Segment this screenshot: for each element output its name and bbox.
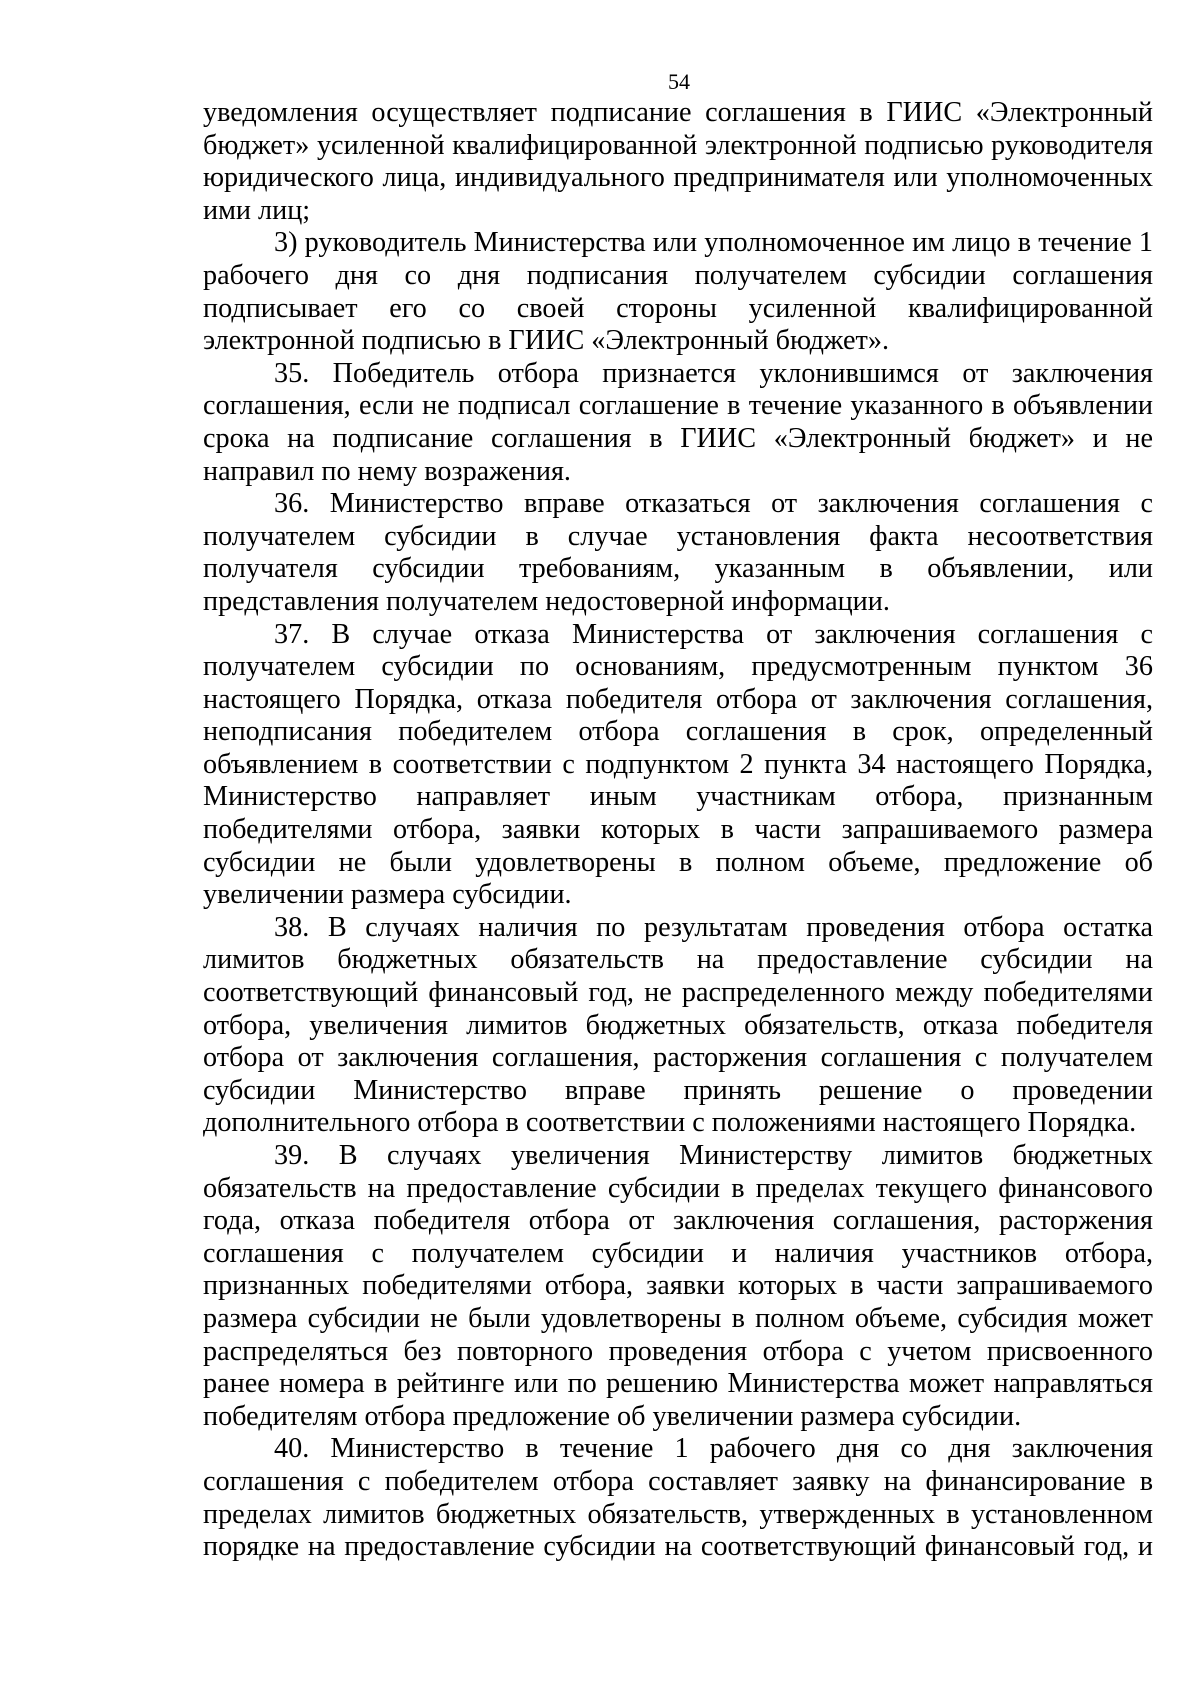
paragraph-subitem-3: 3) руководитель Министерства или уполномоченное им лицо в течение 1 рабочего дня со дня подписания получателем субсидии соглашения подписывает его со своей стороны усиленной квалифицированной электронной подписью в ГИИС «Электронный бюджет». bbox=[203, 227, 1153, 357]
paragraph-40: 40. Министерство в течение 1 рабочего дня со дня заключения соглашения с победителем отбора составляет заявку на финансирование в пределах лимитов бюджетных обязательств, утвержденных в установленном порядке на предоставление субсидии на соответствующий финансовый год, и bbox=[203, 1433, 1153, 1563]
document-body bbox=[203, 97, 1153, 1564]
paragraph-37: 37. В случае отказа Министерства от заключения соглашения с получателем субсидии по основаниям, предусмотренным пунктом 36 настоящего Порядка, отказа победителя отбора от заключения соглашения, неподписания победителем отбора соглашения в срок, определенный объявлением в соответствии с подпунктом 2 пункта 34 настоящего Порядка, Министерство направляет иным участникам отбора, признанным победителями отбора, заявки которых в части запрашиваемого размера субсидии не были удовлетворены в полном объеме, предложение об увеличении размера субсидии. bbox=[203, 618, 1153, 911]
paragraph-continuation: уведомления осуществляет подписание соглашения в ГИИС «Электронный бюджет» усиленной квалифицированной электронной подписью руководителя юридического лица, индивидуального предпринимателя или уполномоченных ими лиц; bbox=[203, 97, 1153, 226]
page-number: 54 bbox=[668, 69, 690, 94]
paragraph-36: 36. Министерство вправе отказаться от заключения соглашения с получателем субсидии в случае установления факта несоответствия получателя субсидии требованиям, указанным в объявлении, или представления получателем недостоверной информации. bbox=[203, 488, 1153, 617]
paragraph-38: 38. В случаях наличия по результатам проведения отбора остатка лимитов бюджетных обязательств на предоставление субсидии на соответствующий финансовый год, не распределенного между победителями отбора, увеличения лимитов бюджетных обязательств, отказа победителя отбора от заключения соглашения, расторжения соглашения с получателем субсидии Министерство вправе принять решение о проведении дополнительного отбора в соответствии с положениями настоящего Порядка. bbox=[203, 911, 1153, 1139]
paragraph-35: 35. Победитель отбора признается уклонившимся от заключения соглашения, если не подписал соглашение в течение указанного в объявлении срока на подписание соглашения в ГИИС «Электронный бюджет» и не направил по нему возражения. bbox=[203, 357, 1153, 487]
paragraph-39: 39. В случаях увеличения Министерству лимитов бюджетных обязательств на предоставление субсидии в пределах текущего финансового года, отказа победителя отбора от заключения соглашения, расторжения соглашения с получателем субсидии и наличия участников отбора, признанных победителями отбора, заявки которых в части запрашиваемого размера субсидии не были удовлетворены в полном объеме, субсидия может распределяться без повторного проведения отбора с учетом присвоенного ранее номера в рейтинге или по решению Министерства может направляться победителям отбора предложение об увеличении размера субсидии. bbox=[203, 1140, 1153, 1432]
